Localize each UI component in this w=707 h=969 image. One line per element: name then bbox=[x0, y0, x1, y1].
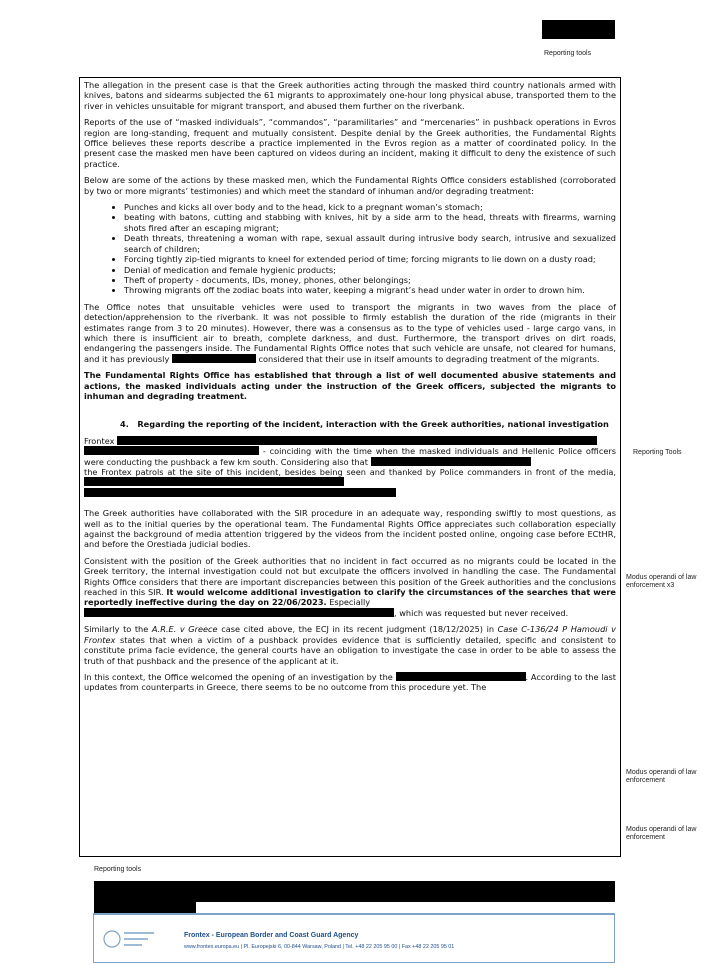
footer-title: Frontex - European Border and Coast Guard Agency bbox=[184, 932, 359, 939]
paragraph-actions-intro: Below are some of the actions by these masked men, which the Fundamental Rights Office considers established (corroborated by two or more migrants’ testimonies) and which meet the standard of inhuman and/or degrading treatment: bbox=[84, 175, 616, 196]
paragraph-allegation: The allegation in the present case is that the Greek authorities acting through the masked third country nationals armed with knives, batons and sidearms subjected the 61 migrants to approximately one-hour long physical abuse, transported them to the river in vehicles unsuitable for migrant transport, and abused them further on the riverbank. bbox=[84, 80, 616, 111]
redaction-inline bbox=[172, 354, 256, 363]
header-tools-note: Reporting tools bbox=[544, 50, 592, 57]
paragraph-context: In this context, the Office welcomed the opening of an investigation by the . According to the last updates from counterparts in Greece, there seems to be no outcome from this procedure yet. The bbox=[84, 671, 617, 693]
paragraph-vehicles: The Office notes that unsuitable vehicles were used to transport the migrants in two waves from the place of detection/apprehension to the riverbank. It was not possible to firmly establish the duration of the ride (migrants in their estimates range from 3 to 20 minutes). However, there was a consensus as to the type of vehicles used - large cargo vans, in which there is insufficient air to breath, complete darkness, and dust. Furthermore, the transport drives on dirt roads, endangering the passengers inside. The Fundamental Rights Office notes that such vehicle are unsafe, not cleared for humans, and it has previously considered that their use in itself amounts to degrading treatment of the migrants. bbox=[84, 301, 616, 364]
list-item: • Theft of property - documents, IDs, money, phones, other belongings; bbox=[124, 275, 616, 285]
bottom-tools-note: Reporting tools bbox=[94, 866, 142, 873]
list-item: • Forcing tightly zip-tied migrants to kneel for extended period of time; forcing migrants to lie down on a dusty road; bbox=[124, 254, 616, 264]
margin-note: Modus operandi of law enforcement bbox=[626, 826, 697, 841]
margin-note: Modus operandi of law enforcement x3 bbox=[626, 574, 697, 589]
paragraph-masked-individuals: Reports of the use of “masked individuals”, “commandos”, “paramilitaries” and “mercenaries” in pushback operations in Evros region are long-standing, frequent and mutually consistent. Despite denial by the Greek authorities, the Fundamental Rights Office believes these reports describe a practice implemented in the Evros region as a matter of coordinated policy. In the present case the masked men have been captured on videos during an incident, making it difficult to deny the existence of such practice. bbox=[84, 117, 616, 169]
redaction-inline bbox=[84, 446, 259, 455]
redaction-block bbox=[94, 902, 196, 913]
redaction-inline bbox=[117, 436, 597, 445]
redaction-block bbox=[94, 881, 615, 902]
list-item: • Punches and kicks all over body and to the head, kick to a pregnant woman’s stomach; bbox=[124, 202, 616, 212]
paragraph-conclusion: The Fundamental Rights Office has established that through a list of well documented abusive statements and actions, the masked individuals acting under the instruction of the Greek officers, subjected the migrants to inhuman and degrading treatment. bbox=[84, 370, 616, 401]
section-heading: 4. Regarding the reporting of the incident, interaction with the Greek authorities, national investigation bbox=[120, 419, 609, 430]
redaction-inline bbox=[84, 488, 396, 497]
margin-note: Modus operandi of law enforcement bbox=[626, 769, 697, 784]
redaction-block bbox=[542, 20, 615, 39]
paragraph-collaboration: The Greek authorities have collaborated with the SIR procedure in an adequate way, responding swiftly to most questions, as well as to the initial queries by the operational team. The Fundamental Rights Office appreciates such collaboration especially against the background of media attention triggered by the videos from the incident posted online, ongoing case before ECtHR, and before the Orestiada judicial bodies. bbox=[84, 508, 616, 550]
redaction-inline bbox=[396, 672, 526, 681]
margin-note: Reporting Tools bbox=[633, 449, 682, 456]
paragraph-frontex: Frontex - coinciding with the time when the masked individuals and Hellenic Police officers were conducting the pushback a few km south. Considering also that the Frontex patrols at the site of this incident, besides being seen and thanked by Police commanders in front of the media, bbox=[84, 436, 616, 498]
list-item: • Throwing migrants off the zodiac boats into water, keeping a migrant’s head under water in order to drown him. bbox=[124, 285, 616, 295]
list-item: • Death threats, threatening a woman with rape, sexual assault during intrusive body search, intrusive and sexualized search of children; bbox=[124, 233, 616, 254]
redaction-inline bbox=[84, 477, 344, 486]
actions-list bbox=[84, 202, 616, 296]
redaction-inline bbox=[371, 457, 531, 466]
footer-address: www.frontex.europa.eu | Pl. Europejski 6, 00-844 Warsaw, Poland | Tel. +48 22 205 95 00 | Fax +48 22 205 95 01 bbox=[184, 944, 455, 950]
redaction-inline bbox=[84, 608, 394, 617]
paragraph-investigation: Consistent with the position of the Greek authorities that no incident in fact occurred as no migrants could be located in the Greek territory, the internal investigation could not but exculpate the officers involved in handling the case. The Fundamental Rights Office considers that there are important discrepancies between this position of the Greek authorities and the conclusions reached in this SIR. It would welcome additional investigation to clarify the circumstances of the searches that were reportedly ineffective during the day on 22/06/2023. Especially , which was requested but never received. bbox=[84, 555, 616, 618]
letterhead-footer bbox=[93, 913, 615, 963]
paragraph-ecj: Similarly to the A.R.E. v Greece case cited above, the ECJ in its recent judgment (18/12/2025) in Case C-136/24 P Hamoudi v Frontex states that when a victim of a pushback provides evidence that is sufficiently detailed, specific and consistent to constitute prima facie evidence, the general courts have an obligation to investigate the case in order to be able to assess the truth of that pushback and the presence of the applicant at it. bbox=[84, 624, 616, 666]
frontex-logo-icon bbox=[98, 921, 158, 957]
text-frame bbox=[79, 77, 621, 857]
list-item: • beating with batons, cutting and stabbing with knives, hit by a side arm to the head, threats with firearms, warning shots fired after an escaping migrant; bbox=[124, 212, 616, 233]
list-item: • Denial of medication and female hygienic products; bbox=[124, 265, 616, 275]
